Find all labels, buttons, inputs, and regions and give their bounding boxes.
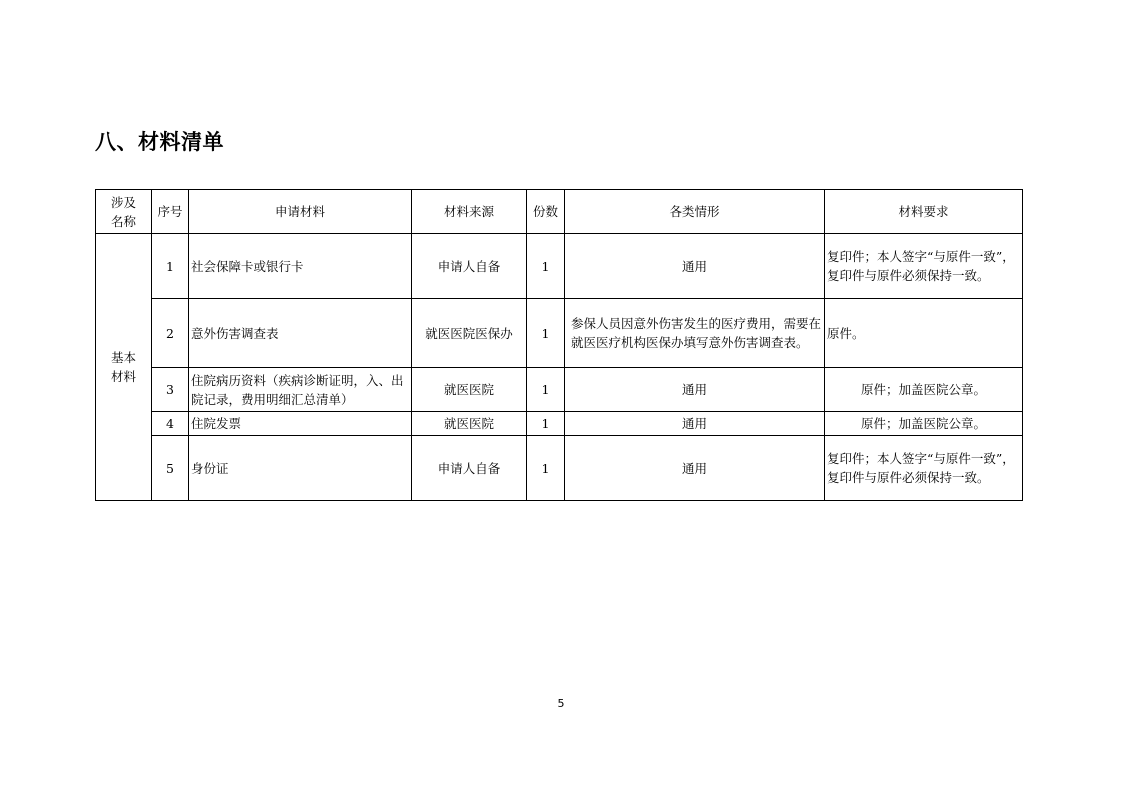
row-requirement: 原件；加盖医院公章。: [825, 412, 1023, 436]
header-requirement: 材料要求: [825, 190, 1023, 234]
page-title: 八、材料清单: [95, 130, 224, 154]
row-seq: 1: [152, 234, 189, 299]
row-seq: 5: [152, 436, 189, 501]
row-seq: 3: [152, 368, 189, 412]
row-source: 申请人自备: [412, 436, 527, 501]
row-material: 身份证: [189, 436, 412, 501]
row-material: 社会保障卡或银行卡: [189, 234, 412, 299]
header-seq: 序号: [152, 190, 189, 234]
row-source: 就医医院: [412, 412, 527, 436]
table-row: [96, 412, 1023, 436]
row-requirement: 复印件；本人签字“与原件一致”，复印件与原件必须保持一致。: [825, 234, 1023, 299]
row-copies: 1: [527, 299, 565, 368]
table-header-row: [96, 190, 1023, 234]
row-situation: 通用: [565, 234, 825, 299]
row-source: 就医医院医保办: [412, 299, 527, 368]
row-requirement: 原件；加盖医院公章。: [825, 368, 1023, 412]
row-situation: 通用: [565, 412, 825, 436]
table-row: [96, 436, 1023, 501]
row-seq: 2: [152, 299, 189, 368]
header-copies: 份数: [527, 190, 565, 234]
row-source: 申请人自备: [412, 234, 527, 299]
table-row: [96, 234, 1023, 299]
header-material: 申请材料: [189, 190, 412, 234]
row-material: 意外伤害调查表: [189, 299, 412, 368]
row-requirement: 原件。: [825, 299, 1023, 368]
table-row: [96, 368, 1023, 412]
row-requirement: 复印件；本人签字“与原件一致”，复印件与原件必须保持一致。: [825, 436, 1023, 501]
materials-table: [95, 189, 1023, 501]
row-copies: 1: [527, 436, 565, 501]
header-category: 涉及 名称: [96, 190, 152, 234]
table-row: [96, 299, 1023, 368]
header-situation: 各类情形: [565, 190, 825, 234]
group-label: 基本 材料: [96, 234, 152, 501]
page-number: 5: [557, 697, 565, 710]
row-source: 就医医院: [412, 368, 527, 412]
row-situation: 通用: [565, 436, 825, 501]
row-situation: 参保人员因意外伤害发生的医疗费用，需要在就医医疗机构医保办填写意外伤害调查表。: [565, 299, 825, 368]
row-copies: 1: [527, 368, 565, 412]
row-copies: 1: [527, 234, 565, 299]
row-material: 住院发票: [189, 412, 412, 436]
row-situation: 通用: [565, 368, 825, 412]
row-seq: 4: [152, 412, 189, 436]
row-copies: 1: [527, 412, 565, 436]
header-source: 材料来源: [412, 190, 527, 234]
row-material: 住院病历资料（疾病诊断证明，入、出院记录，费用明细汇总清单）: [189, 368, 412, 412]
